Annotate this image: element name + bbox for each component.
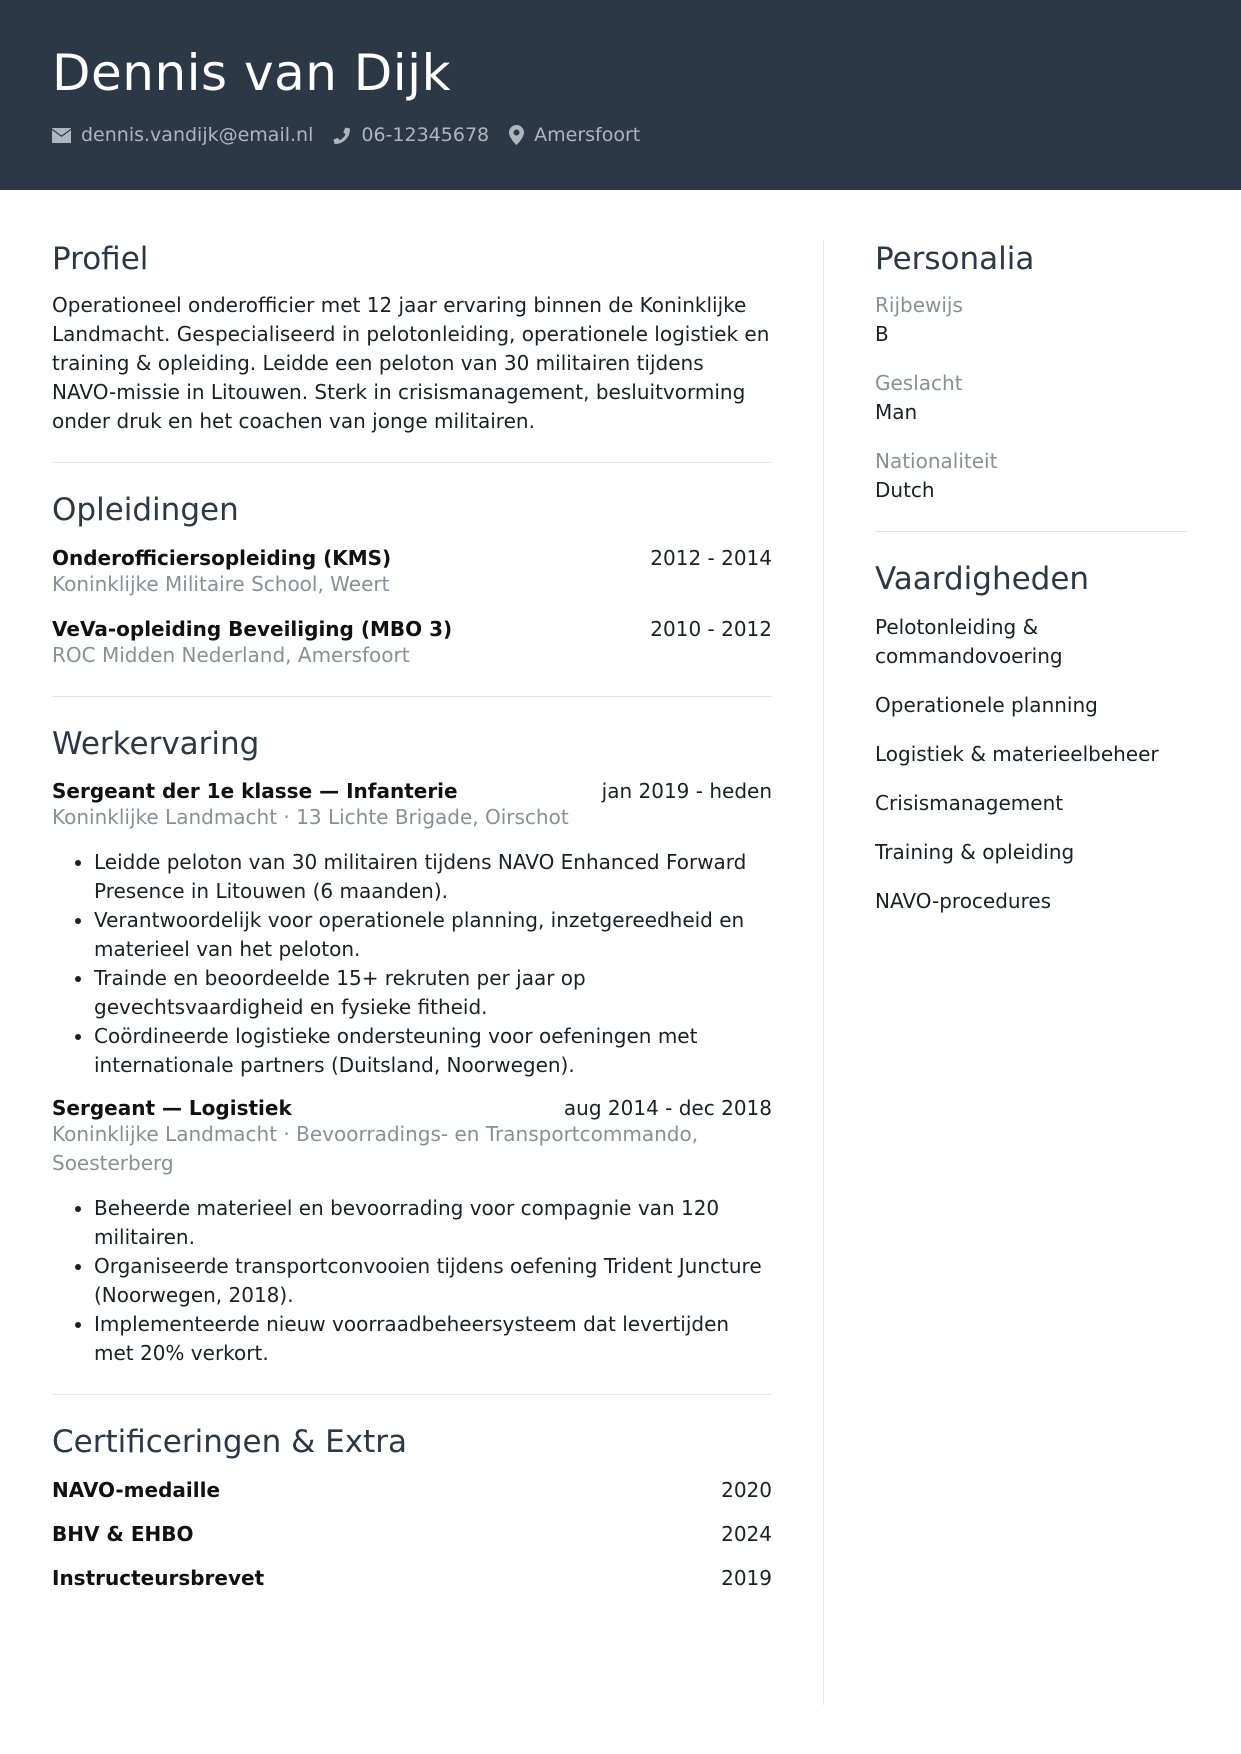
contact-phone[interactable] bbox=[333, 124, 489, 146]
section-heading-profile: Profiel bbox=[52, 241, 149, 277]
list-item: • Implementeerde nieuw voorraadbeheersysteem dat levertijden met 20% verkort. bbox=[94, 1310, 772, 1368]
certifications-section bbox=[52, 1423, 772, 1590]
section-heading-skills: Vaardigheden bbox=[875, 560, 1090, 597]
certification-entry bbox=[52, 1478, 772, 1502]
email-text: dennis.vandijk@email.nl bbox=[81, 124, 314, 146]
envelope-icon bbox=[52, 128, 71, 143]
personal-label: Geslacht bbox=[875, 370, 963, 395]
personal-value: B bbox=[875, 321, 889, 346]
skill-item: Logistiek & materieelbeheer bbox=[875, 741, 1159, 766]
section-divider bbox=[875, 531, 1187, 532]
personal-section bbox=[875, 240, 1187, 505]
experience-entry bbox=[52, 1096, 772, 1368]
education-title: Onderofficiersopleiding (KMS) bbox=[52, 545, 392, 570]
candidate-name: Dennis van Dijk bbox=[52, 44, 452, 102]
education-date: 2012 - 2014 bbox=[650, 545, 772, 570]
main-column bbox=[52, 240, 772, 1590]
skill-item: NAVO-procedures bbox=[875, 888, 1052, 913]
skill-item: Training & opleiding bbox=[875, 839, 1075, 864]
personal-item bbox=[875, 291, 1187, 349]
section-heading-personal: Personalia bbox=[875, 241, 1035, 277]
personal-item bbox=[875, 369, 1187, 427]
personal-value: Dutch bbox=[875, 477, 935, 502]
skill-item: Operationele planning bbox=[875, 692, 1098, 717]
list-item: • Organiseerde transportconvooien tijdens oefening Trident Juncture (Noorwegen, 2018). bbox=[94, 1252, 772, 1310]
sidebar-column bbox=[875, 240, 1187, 916]
column-divider bbox=[823, 240, 824, 1705]
certification-year: 2020 bbox=[721, 1478, 772, 1502]
job-date: jan 2019 - heden bbox=[601, 779, 772, 804]
personal-value: Man bbox=[875, 399, 918, 424]
section-heading-certifications: Certificeringen & Extra bbox=[52, 1424, 407, 1461]
job-employer: Koninklijke Landmacht · 13 Lichte Brigade, Oirschot bbox=[52, 805, 569, 830]
experience-entry bbox=[52, 779, 772, 1080]
list-item: • Verantwoordelijk voor operationele planning, inzetgereedheid en materieel van het peloton. bbox=[94, 906, 772, 964]
skill-item: Pelotonleiding & commandovoering bbox=[875, 614, 1063, 668]
education-title: VeVa-opleiding Beveiliging (MBO 3) bbox=[52, 616, 453, 641]
section-divider bbox=[52, 462, 772, 463]
contact-location bbox=[509, 124, 640, 146]
skill-item: Crisismanagement bbox=[875, 790, 1064, 815]
job-bullets bbox=[52, 1194, 772, 1368]
list-item: • Beheerde materieel en bevoorrading voor compagnie van 120 militairen. bbox=[94, 1194, 772, 1252]
certification-title: Instructeursbrevet bbox=[52, 1566, 265, 1590]
experience-section bbox=[52, 725, 772, 1369]
certification-entry bbox=[52, 1566, 772, 1590]
contact-email[interactable] bbox=[52, 124, 313, 146]
certification-title: BHV & EHBO bbox=[52, 1522, 194, 1546]
job-date: aug 2014 - dec 2018 bbox=[563, 1096, 772, 1121]
map-pin-icon bbox=[509, 125, 524, 145]
section-heading-education: Opleidingen bbox=[52, 491, 239, 528]
list-item: • Trainde en beoordeelde 15+ rekruten per jaar op gevechtsvaardigheid en fysieke fitheid. bbox=[94, 964, 772, 1022]
list-item: • Coördineerde logistieke ondersteuning voor oefeningen met internationale partners (Duitsland, Noorwegen). bbox=[94, 1022, 772, 1080]
job-title: Sergeant — Logistiek bbox=[52, 1096, 292, 1121]
education-date: 2010 - 2012 bbox=[650, 616, 772, 641]
certification-year: 2019 bbox=[721, 1566, 772, 1590]
certification-entry bbox=[52, 1522, 772, 1546]
education-institution: ROC Midden Nederland, Amersfoort bbox=[52, 642, 410, 667]
profile-section bbox=[52, 240, 772, 436]
section-divider bbox=[52, 696, 772, 697]
job-title: Sergeant der 1e klasse — Infanterie bbox=[52, 779, 458, 804]
personal-item bbox=[875, 447, 1187, 505]
personal-label: Rijbewijs bbox=[875, 292, 963, 317]
certification-title: NAVO-medaille bbox=[52, 1478, 221, 1502]
job-employer: Koninklijke Landmacht · Bevoorradings- en Transportcommando, Soesterberg bbox=[52, 1122, 699, 1176]
education-entry bbox=[52, 546, 772, 599]
location-text: Amersfoort bbox=[534, 124, 641, 146]
list-item: • Leidde peloton van 30 militairen tijdens NAVO Enhanced Forward Presence in Litouwen (6 maanden). bbox=[94, 848, 772, 906]
profile-text: Operationeel onderofficier met 12 jaar ervaring binnen de Koninklijke Landmacht. Gespecialiseerd in pelotonleiding, operationele logistiek en training & opleiding. Leidde een peloton van 30 militairen tijdens NAVO-missie in Litouwen. Sterk in crisismanagement, besluitvorming onder druk en het coachen van jonge militairen. bbox=[52, 292, 770, 433]
education-section bbox=[52, 491, 772, 670]
section-heading-experience: Werkervaring bbox=[52, 725, 260, 762]
job-bullets bbox=[52, 848, 772, 1080]
phone-text: 06-12345678 bbox=[361, 124, 490, 146]
education-entry bbox=[52, 617, 772, 670]
education-institution: Koninklijke Militaire School, Weert bbox=[52, 571, 390, 596]
header-banner bbox=[0, 0, 1241, 190]
phone-icon bbox=[333, 126, 351, 144]
skills-section bbox=[875, 560, 1187, 916]
personal-label: Nationaliteit bbox=[875, 448, 998, 473]
certification-year: 2024 bbox=[721, 1522, 772, 1546]
contact-row bbox=[52, 124, 660, 146]
section-divider bbox=[52, 1394, 772, 1395]
